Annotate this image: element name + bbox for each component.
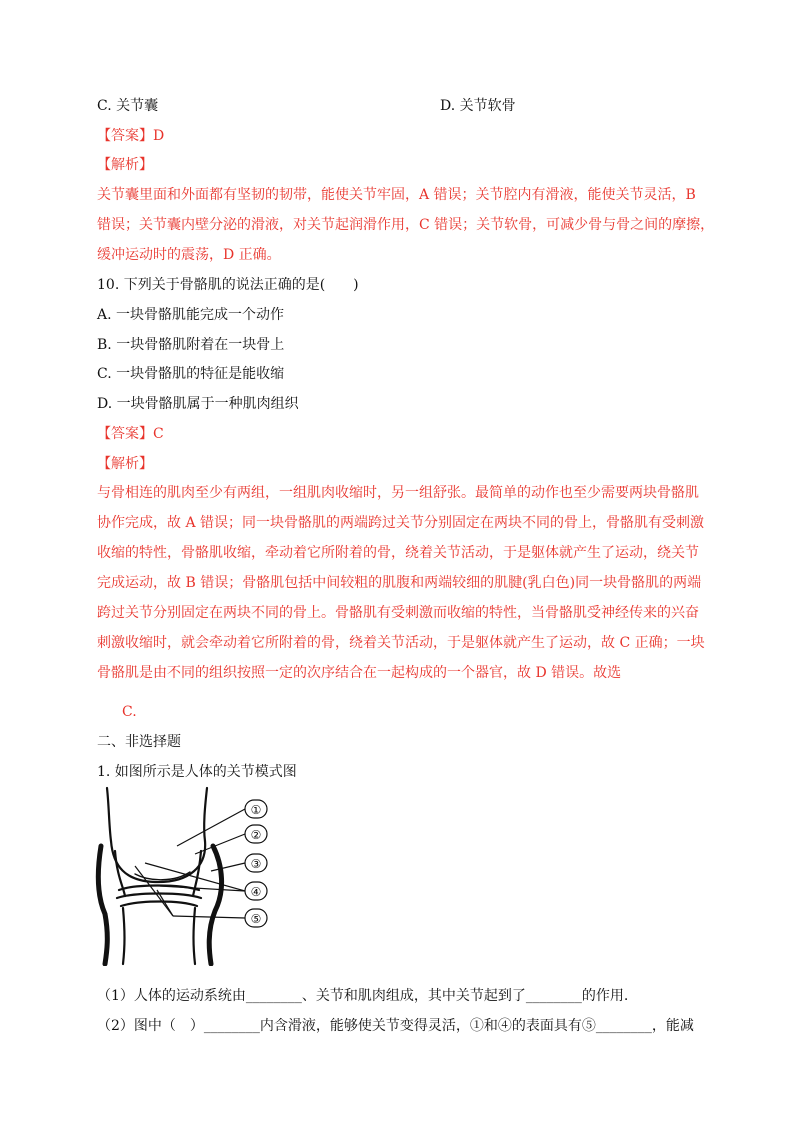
q9-analysis-line: 关节囊里面和外面都有坚韧的韧带，能使关节牢固，A 错误；关节腔内有滑液，能使关节灵活，B [97,187,696,203]
q10-analysis-line: 收缩的特性，骨骼肌收缩，牵动着它所附着的骨，绕着关节活动，于是躯体就产生了运动，绕关节 [97,545,699,561]
diagram-label: ② [250,828,262,842]
diagram-label: ④ [250,885,262,899]
q10-analysis-tail: C. [122,704,137,720]
q10-analysis-title: 【解析】 [97,456,153,472]
q9-analysis-line: 缓冲运动时的震荡，D 正确。 [97,247,281,263]
q10-answer: 【答案】C [97,426,164,442]
q10-option: A. 一块骨骼肌能完成一个动作 [97,307,285,323]
section-heading: 二、非选择题 [97,734,181,750]
q10-option: C. 一块骨骼肌的特征是能收缩 [97,366,285,382]
q10-analysis-line: 刺激收缩时，就会牵动着它所附着的骨，绕着关节活动，于是躯体就产生了运动，故 C 正确；一块 [97,635,705,651]
q10-option: B. 一块骨骼肌附着在一块骨上 [97,337,285,353]
q9-analysis-line: 错误；关节囊内壁分泌的滑液，对关节起润滑作用，C 错误；关节软骨，可减少骨与骨之间的摩擦， [97,217,715,233]
q10-analysis-line: 协作完成，故 A 错误；同一块骨骼肌的两端跨过关节分别固定在两块不同的骨上，骨骼肌有受刺激 [97,515,705,531]
q1-sub1: （1）人体的运动系统由________、关节和肌肉组成，其中关节起到了________的作用. [97,988,629,1004]
q10-option: D. 一块骨骼肌属于一种肌肉组织 [97,396,299,412]
diagram-label: ① [250,803,262,817]
q9-answer: 【答案】D [97,128,165,144]
q10-analysis-line: 跨过关节分别固定在两块不同的骨上。骨骼肌有受刺激而收缩的特性，当骨骼肌受神经传来的兴奋 [97,605,699,621]
q10-analysis-line: 与骨相连的肌肉至少有两组，一组肌肉收缩时，另一组舒张。最简单的动作也至少需要两块骨骼肌 [97,485,699,501]
q10-analysis-line: 骨骼肌是由不同的组织按照一定的次序结合在一起构成的一个器官，故 D 错误。故选 [97,665,622,681]
q1-sub2: （2）图中（ ）________内含滑液，能够使关节变得灵活，①和④的表面具有⑤________，能减 [97,1018,694,1034]
diagram-label: ⑤ [250,912,262,926]
q9-option-d: D. 关节软骨 [440,98,516,114]
q10-analysis-line: 完成运动，故 B 错误；骨骼肌包括中间较粗的肌腹和两端较细的肌腱(乳白色)同一块骨骼肌的两端 [97,575,702,591]
diagram-label: ③ [250,857,262,871]
q10-stem: 10. 下列关于骨骼肌的说法正确的是( ) [97,277,359,293]
joint-diagram [95,786,275,966]
q9-analysis-title: 【解析】 [97,157,153,173]
q9-option-c: C. 关节囊 [97,98,159,114]
q1-stem: 1. 如图所示是人体的关节模式图 [97,764,297,780]
